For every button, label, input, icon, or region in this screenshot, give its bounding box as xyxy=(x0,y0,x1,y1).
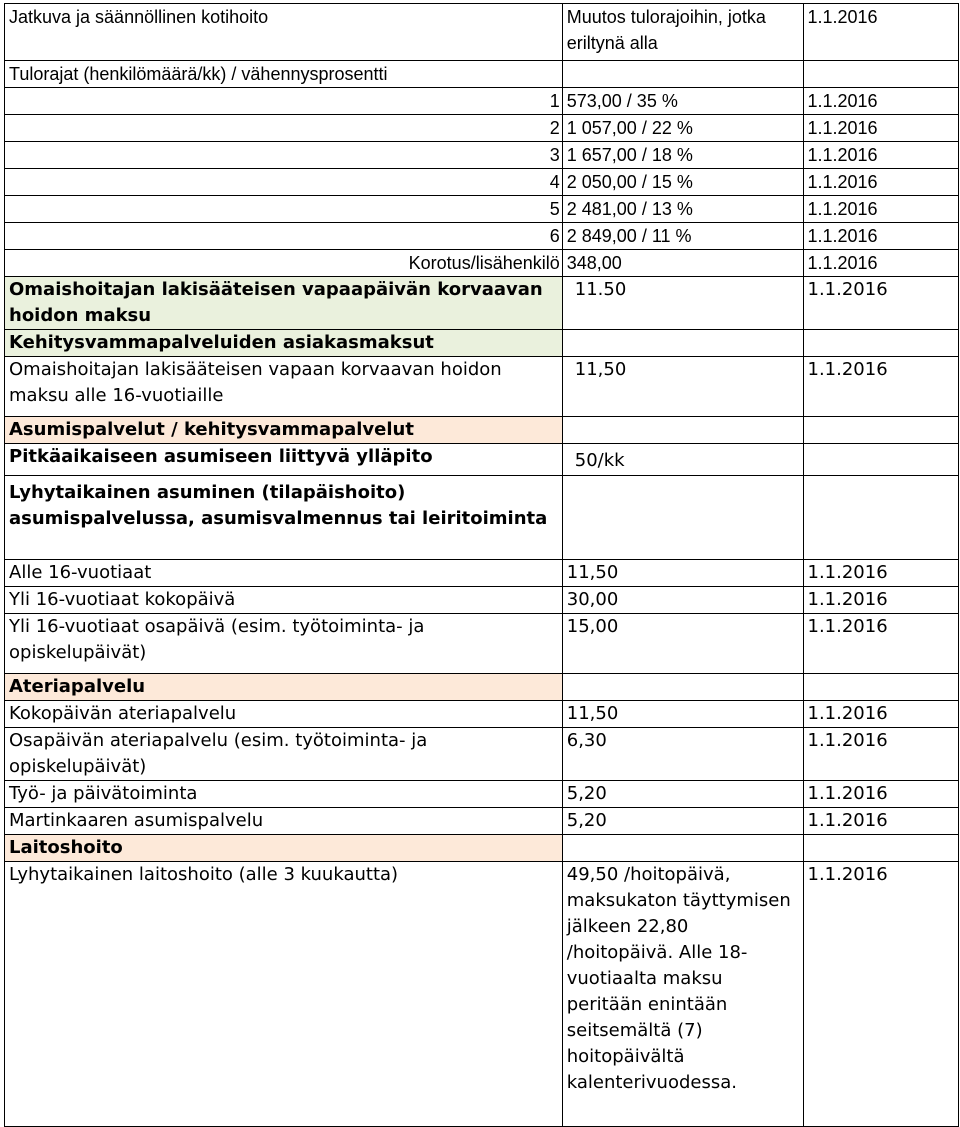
caregiver-under16-date: 1.1.2016 xyxy=(803,357,959,417)
disability-section-title: Kehitysvammapalveluiden asiakasmaksut xyxy=(5,330,563,357)
table-row xyxy=(5,444,959,476)
half-day-meal-label: Osapäivän ateriapalvelu (esim. työtoiminta- ja opiskelupäivät) xyxy=(5,728,563,781)
limit-date-5: 1.1.2016 xyxy=(803,196,959,223)
header-title: Jatkuva ja säännöllinen kotihoito xyxy=(5,4,563,61)
limit-value-2: 1 057,00 / 22 % xyxy=(562,115,803,142)
short-term-institutional-date: 1.1.2016 xyxy=(803,862,959,1127)
table-row xyxy=(5,250,959,277)
table-row xyxy=(5,142,959,169)
work-day-label: Työ- ja päivätoiminta xyxy=(5,781,563,808)
full-day-meal-date: 1.1.2016 xyxy=(803,701,959,728)
table-row xyxy=(5,115,959,142)
table-row xyxy=(5,417,959,444)
housing-section-title: Asumispalvelut / kehitysvammapalvelut xyxy=(5,417,563,444)
table-row xyxy=(5,169,959,196)
limit-value-1: 573,00 / 35 % xyxy=(562,88,803,115)
limit-date-2: 1.1.2016 xyxy=(803,115,959,142)
persons-5: 5 xyxy=(5,196,563,223)
table-row xyxy=(5,196,959,223)
header-date: 1.1.2016 xyxy=(803,4,959,61)
table-row xyxy=(5,835,959,862)
over16-half-date: 1.1.2016 xyxy=(803,614,959,674)
table-row xyxy=(5,330,959,357)
persons-2: 2 xyxy=(5,115,563,142)
persons-3: 3 xyxy=(5,142,563,169)
table-row xyxy=(5,614,959,674)
fee-table xyxy=(4,3,959,1127)
over16-full-value: 30,00 xyxy=(562,587,803,614)
limit-value-3: 1 657,00 / 18 % xyxy=(562,142,803,169)
table-row xyxy=(5,88,959,115)
full-day-meal-label: Kokopäivän ateriapalvelu xyxy=(5,701,563,728)
table-row xyxy=(5,674,959,701)
limit-date-6: 1.1.2016 xyxy=(803,223,959,250)
caregiver-fee-label: Omaishoitajan lakisääteisen vapaapäivän korvaavan hoidon maksu xyxy=(5,277,563,330)
long-term-housing-value: 50/kk xyxy=(562,444,803,476)
full-day-meal-value: 11,50 xyxy=(562,701,803,728)
work-day-value: 5,20 xyxy=(562,781,803,808)
table-row xyxy=(5,4,959,61)
table-row xyxy=(5,357,959,417)
martinkaari-label: Martinkaaren asumispalvelu xyxy=(5,808,563,835)
table-row xyxy=(5,223,959,250)
limit-date-1: 1.1.2016 xyxy=(803,88,959,115)
table-row xyxy=(5,728,959,781)
header-change-note: Muutos tulorajoihin, jotka eriltynä alla xyxy=(562,4,803,61)
caregiver-under16-value: 11,50 xyxy=(562,357,803,417)
table-row xyxy=(5,862,959,1127)
extra-person-date: 1.1.2016 xyxy=(803,250,959,277)
extra-person-label: Korotus/lisähenkilö xyxy=(5,250,563,277)
caregiver-under16-label: Omaishoitajan lakisääteisen vapaan korvaavan hoidon maksu alle 16-vuotiaille xyxy=(5,357,563,417)
under16-value: 11,50 xyxy=(562,560,803,587)
over16-full-date: 1.1.2016 xyxy=(803,587,959,614)
long-term-housing-label: Pitkäaikaiseen asumiseen liittyvä ylläpito xyxy=(5,444,563,476)
table-row xyxy=(5,781,959,808)
short-term-institutional-label: Lyhytaikainen laitoshoito (alle 3 kuukautta) xyxy=(5,862,563,1127)
persons-1: 1 xyxy=(5,88,563,115)
extra-person-value: 348,00 xyxy=(562,250,803,277)
table-row xyxy=(5,61,959,88)
table-row xyxy=(5,560,959,587)
over16-half-label: Yli 16-vuotiaat osapäivä (esim. työtoiminta- ja opiskelupäivät) xyxy=(5,614,563,674)
over16-full-label: Yli 16-vuotiaat kokopäivä xyxy=(5,587,563,614)
table-row xyxy=(5,587,959,614)
limit-value-6: 2 849,00 / 11 % xyxy=(562,223,803,250)
table-row xyxy=(5,277,959,330)
half-day-meal-value: 6,30 xyxy=(562,728,803,781)
persons-4: 4 xyxy=(5,169,563,196)
table-row xyxy=(5,808,959,835)
under16-label: Alle 16-vuotiaat xyxy=(5,560,563,587)
persons-6: 6 xyxy=(5,223,563,250)
institutional-section-title: Laitoshoito xyxy=(5,835,563,862)
work-day-date: 1.1.2016 xyxy=(803,781,959,808)
meals-section-title: Ateriapalvelu xyxy=(5,674,563,701)
half-day-meal-date: 1.1.2016 xyxy=(803,728,959,781)
limit-value-4: 2 050,00 / 15 % xyxy=(562,169,803,196)
short-term-institutional-value: 49,50 /hoitopäivä, maksukaton täyttymisen jälkeen 22,80 /hoitopäivä. Alle 18-vuotiaalta maksu peritään enintään seitsemältä (7) hoitopäivältä kalenterivuodessa. xyxy=(562,862,803,1127)
under16-date: 1.1.2016 xyxy=(803,560,959,587)
income-limits-label: Tulorajat (henkilömäärä/kk) / vähennysprosentti xyxy=(5,61,563,88)
limit-date-4: 1.1.2016 xyxy=(803,169,959,196)
over16-half-value: 15,00 xyxy=(562,614,803,674)
caregiver-fee-value: 11.50 xyxy=(562,277,803,330)
martinkaari-value: 5,20 xyxy=(562,808,803,835)
limit-date-3: 1.1.2016 xyxy=(803,142,959,169)
caregiver-fee-date: 1.1.2016 xyxy=(803,277,959,330)
martinkaari-date: 1.1.2016 xyxy=(803,808,959,835)
table-row xyxy=(5,476,959,560)
short-term-housing-label: Lyhytaikainen asuminen (tilapäishoito) asumispalvelussa, asumisvalmennus tai leiritoiminta xyxy=(5,476,563,560)
table-row xyxy=(5,701,959,728)
limit-value-5: 2 481,00 / 13 % xyxy=(562,196,803,223)
